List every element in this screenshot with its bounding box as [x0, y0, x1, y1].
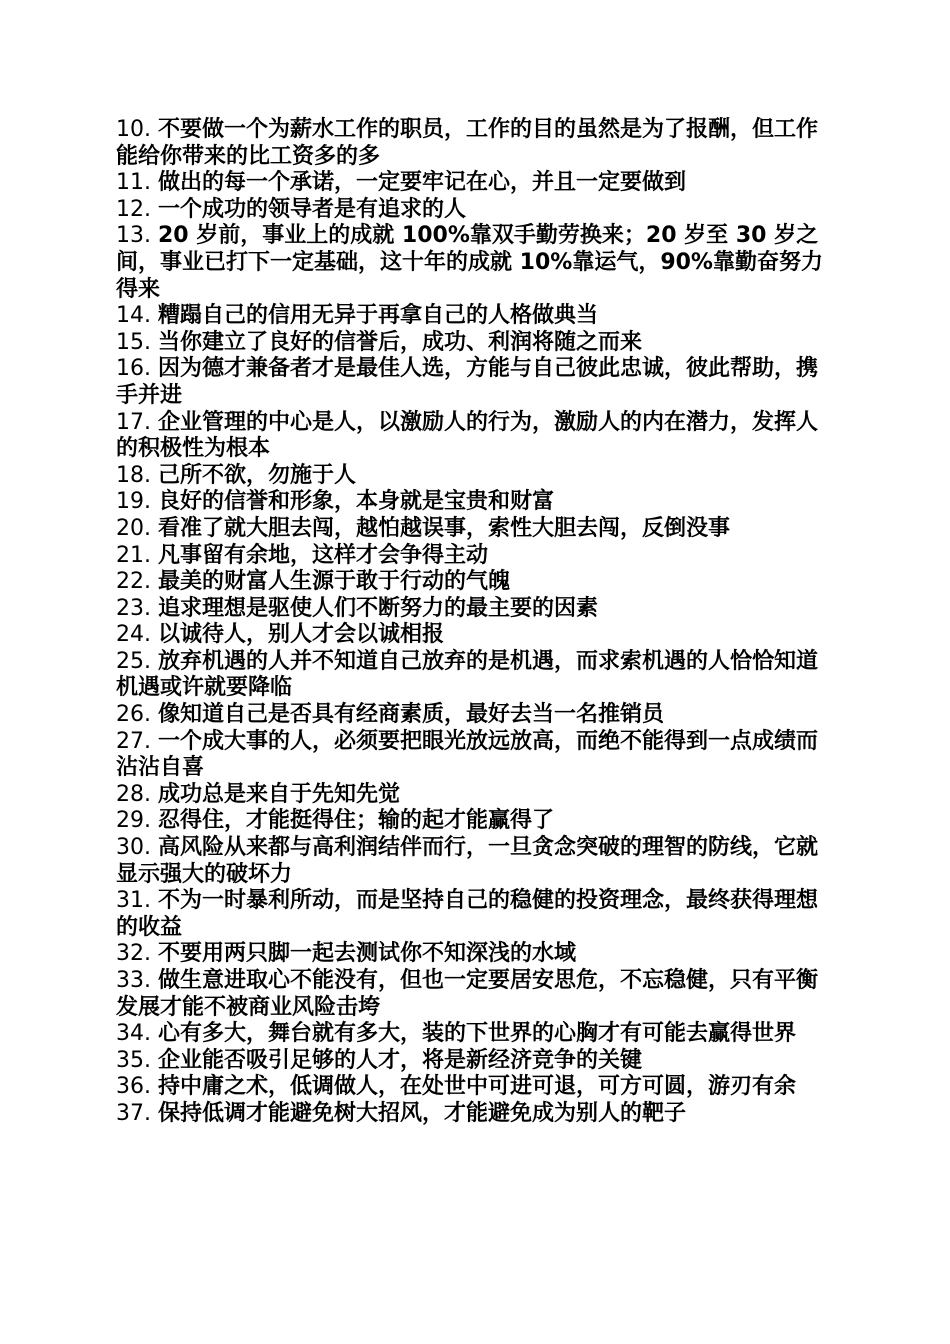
item-number: 18. — [116, 462, 151, 488]
list-item — [116, 303, 834, 330]
item-text: 以诚待人，别人才会以诚相报 — [158, 622, 445, 648]
item-number: 33. — [116, 968, 151, 993]
item-text: 忍得住，才能挺得住；输的起才能赢得了 — [158, 808, 555, 834]
item-text: 20 岁前，事业上的成就 100%靠双手勤劳换来；20 岁至 30 岁之间，事业已打下一定基础，这十年的成就 10%靠运气，90%靠勤奋努力得来 — [116, 223, 823, 302]
item-text: 高风险从来都与高利润结伴而行，一旦贪念突破的理智的防线，它就显示强大的破坏力 — [116, 835, 819, 887]
item-number: 26. — [116, 702, 151, 728]
item-text: 企业能否吸引足够的人才，将是新经济竞争的关键 — [158, 1047, 643, 1073]
item-number: 34. — [116, 1021, 151, 1047]
item-text: 看准了就大胆去闯，越怕越误事，索性大胆去闯，反倒没事 — [158, 515, 731, 541]
list-item — [116, 1048, 834, 1075]
list-item — [116, 702, 834, 729]
list-item — [116, 117, 834, 170]
list-item — [116, 622, 834, 649]
list-item — [116, 1101, 834, 1128]
list-item — [116, 835, 834, 888]
item-number: 13. — [116, 223, 151, 249]
list-item — [116, 941, 834, 968]
item-number: 29. — [116, 808, 151, 834]
item-text: 因为德才兼备者才是最佳人选，方能与自己彼此忠诚，彼此帮助，携手并进 — [116, 356, 819, 408]
item-number: 17. — [116, 409, 151, 435]
item-text: 凡事留有余地，这样才会争得主动 — [158, 542, 489, 568]
item-number: 36. — [116, 1074, 151, 1100]
item-number: 15. — [116, 329, 151, 355]
item-number: 21. — [116, 542, 151, 568]
item-text: 追求理想是驱使人们不断努力的最主要的因素 — [158, 595, 599, 621]
list-item — [116, 197, 834, 224]
item-text: 一个成大事的人，必须要把眼光放远放高，而绝不能得到一点成绩而沾沾自喜 — [116, 728, 819, 781]
item-text: 己所不欲，勿施于人 — [158, 462, 357, 488]
list-item — [116, 170, 834, 197]
item-number: 14. — [116, 303, 151, 329]
list-item — [116, 1021, 834, 1048]
item-number: 28. — [116, 781, 151, 807]
item-number: 16. — [116, 356, 151, 382]
list-item — [116, 569, 834, 596]
list-item — [116, 330, 834, 357]
item-text: 做生意进取心不能没有，但也一定要居安思危，不忘稳健，只有平衡发展才能不被商业风险击垮 — [116, 968, 819, 1020]
list-item — [116, 463, 834, 490]
item-text: 一个成功的领导者是有追求的人 — [158, 196, 467, 222]
list-item — [116, 649, 834, 702]
item-number: 22. — [116, 569, 151, 595]
quote-list — [116, 117, 834, 1128]
item-text: 心有多大，舞台就有多大，装的下世界的心胸才有可能去赢得世界 — [158, 1021, 797, 1047]
item-text: 良好的信誉和形象，本身就是宝贵和财富 — [158, 489, 555, 515]
list-item — [116, 808, 834, 835]
item-text: 成功总是来自于先知先觉 — [158, 781, 401, 807]
item-text: 企业管理的中心是人，以激励人的行为，激励人的内在潜力，发挥人的积极性为根本 — [116, 409, 819, 462]
list-item — [116, 410, 834, 463]
list-item — [116, 223, 834, 303]
item-number: 19. — [116, 489, 151, 515]
item-text: 放弃机遇的人并不知道自己放弃的是机遇，而求索机遇的人恰恰知道机遇或许就要降临 — [116, 648, 819, 701]
item-text: 糟蹋自己的信用无异于再拿自己的人格做典当 — [158, 303, 599, 329]
item-number: 12. — [116, 196, 151, 222]
list-item — [116, 543, 834, 570]
item-text: 当你建立了良好的信誉后，成功、利润将随之而来 — [158, 329, 643, 355]
item-number: 30. — [116, 835, 151, 861]
item-number: 24. — [116, 622, 151, 648]
item-number: 32. — [116, 941, 151, 967]
item-number: 10. — [116, 117, 151, 142]
item-number: 20. — [116, 515, 151, 541]
list-item — [116, 968, 834, 1021]
list-item — [116, 729, 834, 782]
item-text: 像知道自己是否具有经商素质，最好去当一名推销员 — [158, 702, 665, 728]
list-item — [116, 782, 834, 809]
item-number: 23. — [116, 595, 151, 621]
list-item — [116, 489, 834, 516]
item-number: 31. — [116, 888, 151, 914]
item-number: 27. — [116, 728, 151, 754]
list-item — [116, 888, 834, 941]
item-text: 最美的财富人生源于敢于行动的气魄 — [158, 569, 511, 595]
item-text: 做出的每一个承诺，一定要牢记在心，并且一定要做到 — [158, 170, 687, 196]
item-number: 11. — [116, 170, 151, 196]
item-number: 25. — [116, 648, 151, 674]
item-number: 35. — [116, 1047, 151, 1073]
item-number: 37. — [116, 1100, 151, 1126]
list-item — [116, 1074, 834, 1101]
item-text: 不要用两只脚一起去测试你不知深浅的水域 — [158, 941, 577, 967]
item-text: 持中庸之术，低调做人，在处世中可进可退，可方可圆，游刃有余 — [158, 1074, 797, 1100]
item-text: 保持低调才能避免树大招风，才能避免成为别人的靶子 — [158, 1100, 687, 1126]
item-text: 不为一时暴利所动，而是坚持自己的稳健的投资理念，最终获得理想的收益 — [116, 888, 819, 940]
item-text: 不要做一个为薪水工作的职员，工作的目的虽然是为了报酬，但工作能给你带来的比工资多的多 — [116, 117, 819, 169]
list-item — [116, 516, 834, 543]
list-item — [116, 356, 834, 409]
list-item — [116, 596, 834, 623]
